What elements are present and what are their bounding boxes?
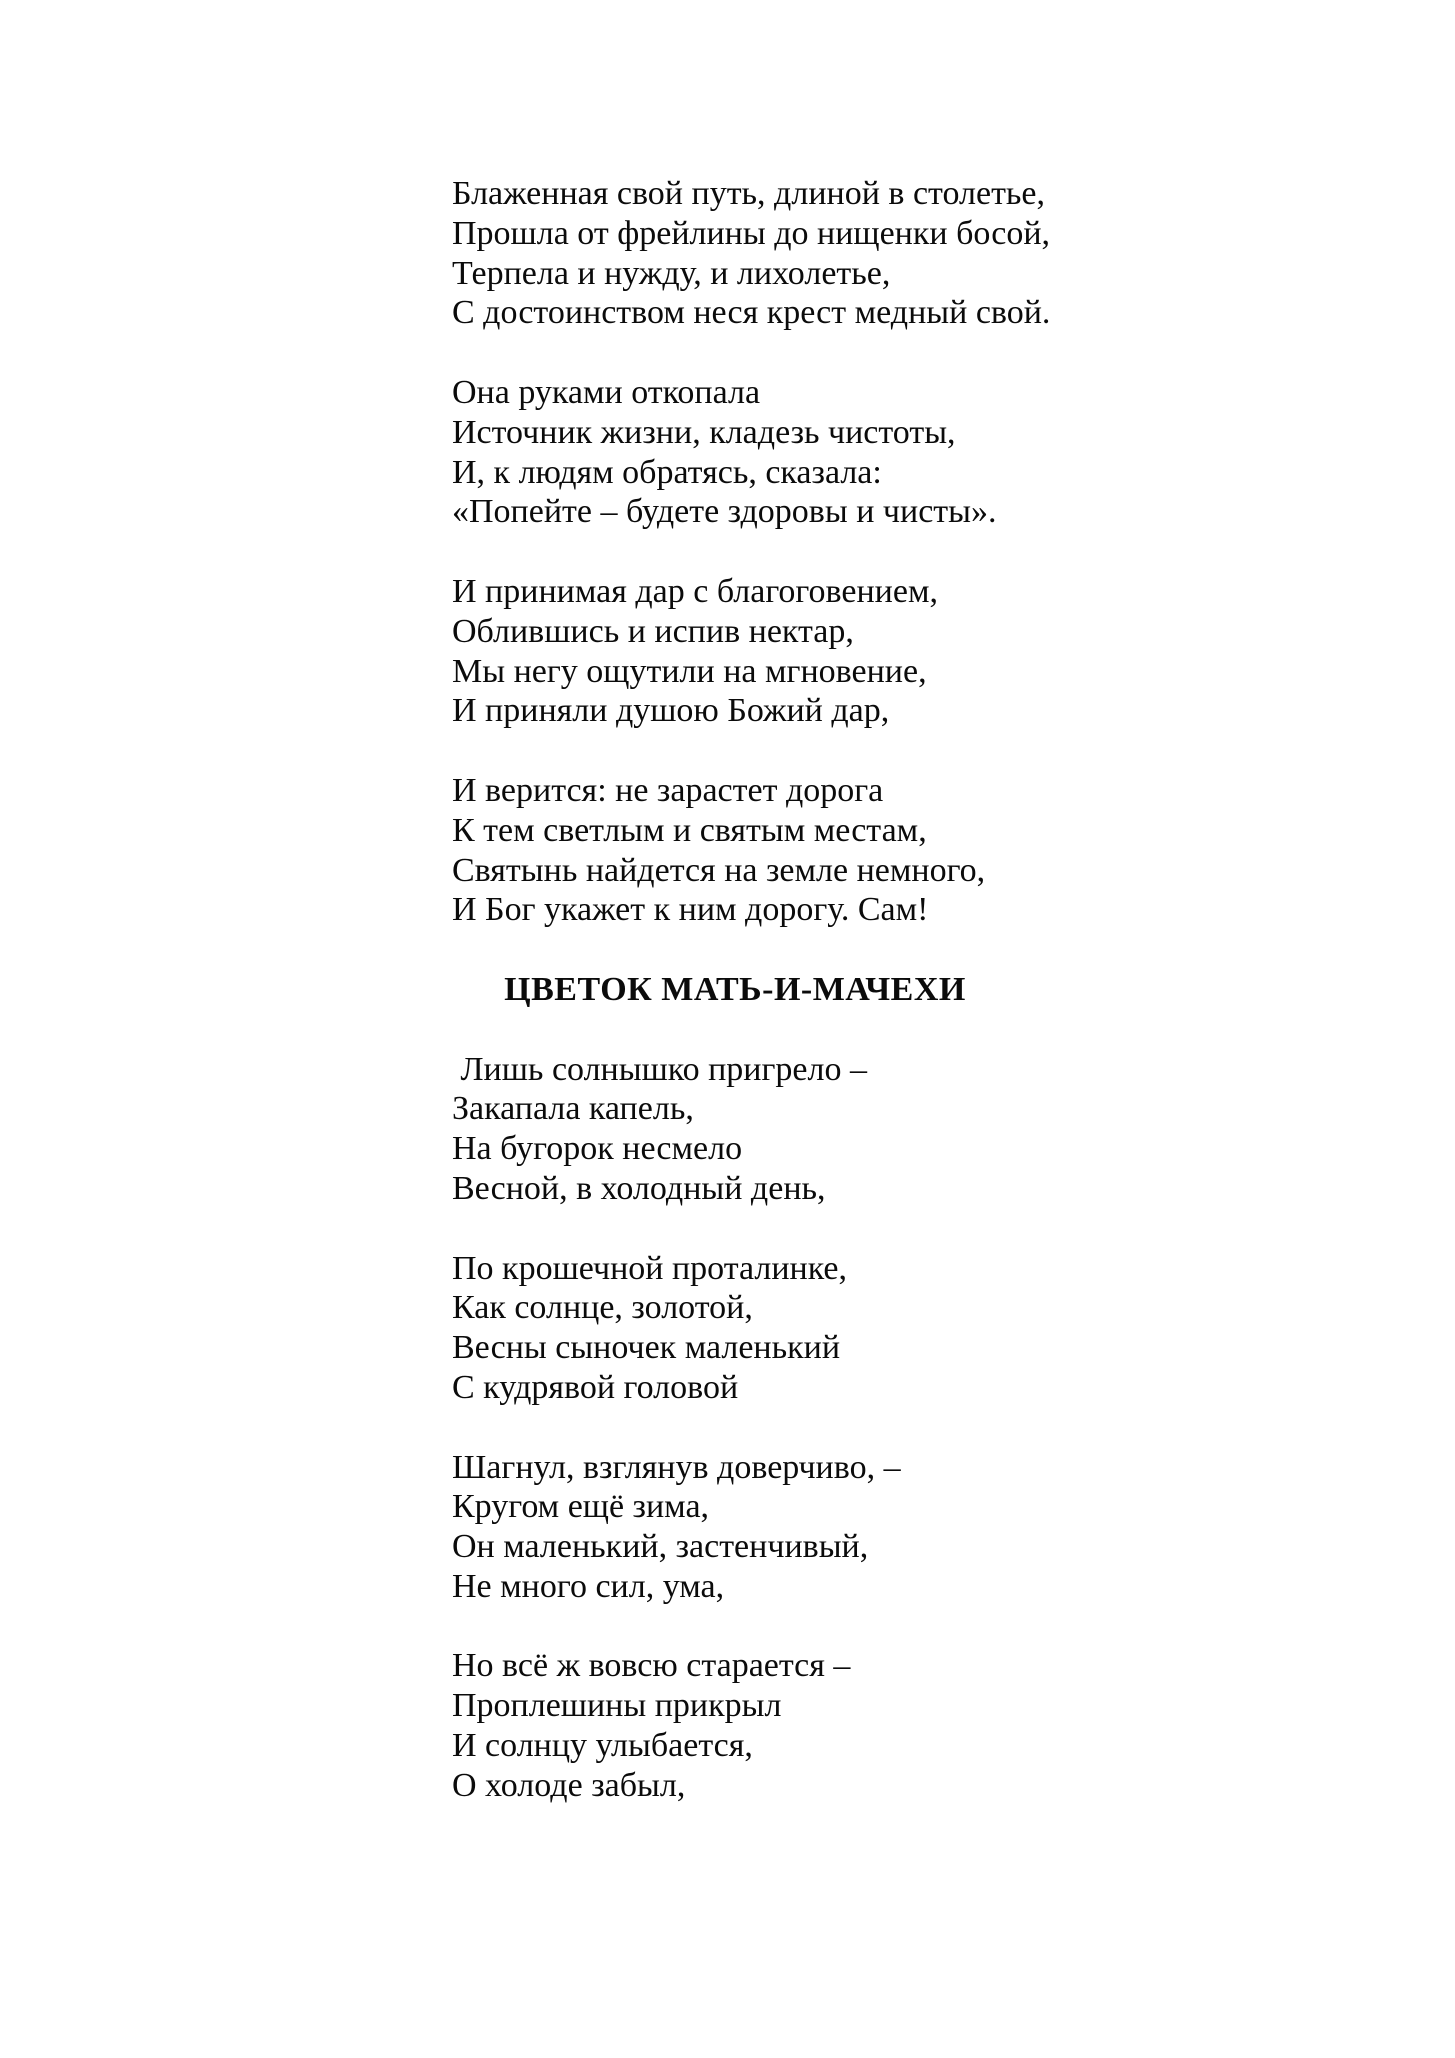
- poem-line: Источник жизни, кладезь чистоты,: [452, 413, 956, 451]
- poem-line: С кудрявой головой: [452, 1368, 739, 1406]
- stanza: [452, 1249, 1018, 1408]
- poem-line: Прошла от фрейлины до нищенки босой,: [452, 214, 1051, 252]
- poem-line: И Бог укажет к ним дорогу. Сам!: [452, 891, 929, 929]
- poem-line: Кругом ещё зима,: [452, 1488, 710, 1526]
- stanza: [452, 572, 1018, 731]
- poem-line: Как солнце, золотой,: [452, 1289, 753, 1327]
- poem-line: Проплешины прикрыл: [452, 1687, 782, 1725]
- poem-line: Лишь солнышко пригрело –: [452, 1050, 867, 1088]
- poem-line: И принимая дар с благоговением,: [452, 572, 938, 610]
- poem-line: Весной, в холодный день,: [452, 1169, 826, 1207]
- poem-line: На бугорок несмело: [452, 1130, 743, 1168]
- stanza: [452, 174, 1051, 333]
- poem-line: И верится: не зарастет дорога: [452, 771, 884, 809]
- poem-line: Святынь найдется на земле немного,: [452, 851, 986, 889]
- poem-line: И приняли душою Божий дар,: [452, 692, 890, 730]
- poem-line: Весны сыночек маленький: [452, 1329, 841, 1367]
- poem-line: Облившись и испив нектар,: [452, 612, 854, 650]
- poem-line: О холоде забыл,: [452, 1766, 686, 1804]
- stanza: [452, 1050, 1018, 1209]
- poem-line: По крошечной проталинке,: [452, 1249, 848, 1287]
- poem-text-column: [452, 174, 1051, 1845]
- poem-line: Она руками откопала: [452, 373, 761, 411]
- stanza: [452, 771, 1018, 930]
- poem-title: ЦВЕТОК МАТЬ-И-МАЧЕХИ: [504, 970, 966, 1008]
- poem-line: С достоинством неся крест медный свой.: [452, 294, 1051, 332]
- poem-line: Он маленький, застенчивый,: [452, 1528, 869, 1566]
- poem-line: К тем светлым и святым местам,: [452, 811, 927, 849]
- poem-line: Закапала капель,: [452, 1090, 694, 1128]
- stanza: [452, 373, 1018, 532]
- stanza: [452, 1448, 1018, 1607]
- poem-line: Не много сил, ума,: [452, 1567, 725, 1605]
- poem-line: Терпела и нужду, и лихолетье,: [452, 254, 891, 292]
- poem-line: Блаженная свой путь, длиной в столетье,: [452, 175, 1046, 212]
- poem-line: Но всё ж вовсю старается –: [452, 1647, 851, 1685]
- poem-line: «Попейте – будете здоровы и чисты».: [452, 493, 997, 531]
- poem-line: Мы негу ощутили на мгновение,: [452, 652, 927, 690]
- poem-line: И, к людям обратясь, сказала:: [452, 453, 882, 491]
- stanza: [452, 1646, 1018, 1805]
- poem-line: Шагнул, взглянув доверчиво, –: [452, 1448, 901, 1486]
- poem-line: И солнцу улыбается,: [452, 1727, 753, 1765]
